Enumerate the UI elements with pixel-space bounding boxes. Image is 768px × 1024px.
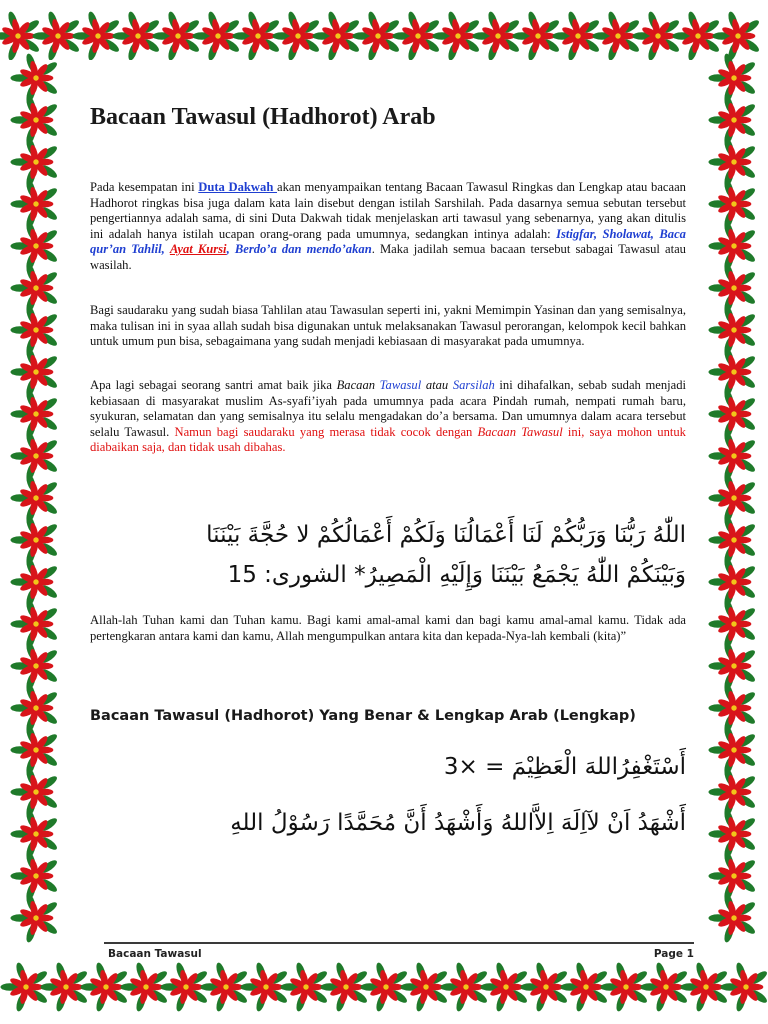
poinsettia-flower	[709, 725, 757, 776]
emphasis-ayat-kursi: Ayat Kursi	[169, 242, 227, 257]
poinsettia-flower	[11, 683, 59, 734]
italic-sarsilah: Sarsilah	[452, 378, 495, 392]
poinsettia-flower	[11, 893, 59, 944]
poinsettia-flower	[709, 95, 757, 146]
poinsettia-flower	[709, 599, 757, 650]
italic-atau: atau	[421, 378, 453, 392]
poinsettia-flower	[11, 263, 59, 314]
arabic-verse-line-1: اللّٰهُ رَبُّنَا وَرَبُّكُمْ لَنَا أَعْمَالُنَا وَلَكُمْ أَعْمَالُكُمْ لا حُجَّةَ بَيْنَنَا	[206, 522, 686, 548]
poinsettia-flower	[11, 389, 59, 440]
footer-title: Bacaan Tawasul	[108, 948, 202, 960]
poinsettia-flower	[11, 809, 59, 860]
poinsettia-border-top	[0, 0, 768, 60]
intro-text-3: . Maka jadilah semua bacaan tersebut sabagai Tawasul atau wasilah.	[90, 242, 686, 272]
poinsettia-flower	[709, 515, 757, 566]
intro-text-2: akan menyampaikan tentang Bacaan Tawasul Ringkas dan Lengkap atau bacaan Hadhorot ringkas bisa juga dalam kata lain disebut dengan istilah Sarshilah. Pada dasarnya semua sebutan tersebut pengertiannya adalah sama, di sini Duta Dakwah tidak menjelaskan arti tawasul yang sebenarnya, yang akan ditulis ini adalah hanya istilah ucapan orang-orang pada umumnya, sedangkan intinya adalah:	[90, 180, 686, 241]
poinsettia-flower	[709, 305, 757, 356]
poinsettia-flower	[709, 347, 757, 398]
poinsettia-flower	[11, 767, 59, 818]
intro-paragraph	[90, 180, 686, 274]
poinsettia-flower	[11, 515, 59, 566]
page-title: Bacaan Tawasul (Hadhorot) Arab	[90, 104, 436, 130]
poinsettia-flower	[709, 263, 757, 314]
red-note-italic: Bacaan Tawasul	[477, 424, 563, 439]
italic-tawasul: Tawasul	[379, 378, 422, 392]
arabic-syahadat: أَشْهَدُ اَنْ لآاِلَهَ اِلاَّاللهُ وَأَشْهَدُ أَنَّ مُحَمَّدًا رَسُوْلُ اللهِ	[230, 810, 686, 836]
santri-paragraph	[90, 378, 686, 456]
poinsettia-flower	[11, 95, 59, 146]
poinsettia-flower	[11, 851, 59, 902]
tahlilan-paragraph: Bagi saudaraku yang sudah biasa Tahlilan atau Tawasulan seperti ini, yakni Memimpin Yasinan dan yang semisalnya, maka tulisan ini in syaa allah sudah bisa digunakan untuk melaksanakan Tawasul perorangan, kelompok kecil bahkan untuk umum pun bisa, sebagaimana yang sudah menjadi kebiasaan di masyarakat pada umumnya.	[90, 303, 686, 349]
poinsettia-flower	[11, 641, 59, 692]
arabic-istighfar: أَسْتَغْفِرُاللهَ الْعَظِيْمَ = ×3	[443, 754, 686, 780]
poinsettia-flower	[709, 431, 757, 482]
duta-dakwah-link[interactable]: Duta Dakwah	[198, 180, 278, 194]
santri-text-2: ini dihafalkan, sebab sudah menjadi kebiasaan di masyarakat muslim As-syafi’iyah pada umumnya pada acara Pindah rumah, nempati rumah baru, syukuran, selamatan dan yang semisalnya itu selalu mengadakan do’a bersama. Dan umumnya dalam acara tersebut selalu Tawasul.	[90, 378, 687, 439]
poinsettia-flower	[709, 557, 757, 608]
poinsettia-flower	[11, 599, 59, 650]
poinsettia-flower	[11, 53, 59, 104]
poinsettia-flower	[11, 557, 59, 608]
intro-text-1: Pada kesempatan ini	[90, 180, 199, 194]
poinsettia-flower	[709, 851, 757, 902]
poinsettia-flower	[709, 179, 757, 230]
poinsettia-border-left	[0, 0, 64, 1024]
translation-paragraph: Allah-lah Tuhan kami dan Tuhan kamu. Bagi kami amal-amal kami dan bagi kamu amal-amal kamu. Tidak ada pertengkaran antara kami dan kamu, Allah mengumpulkan antara kita dan kepada-Nya-lah kembali (kita)”	[90, 613, 686, 643]
poinsettia-flower	[11, 305, 59, 356]
red-note-2: ini, saya mohon untuk diabaikan saja, dan tidak usah dibahas.	[90, 424, 686, 455]
poinsettia-flower	[709, 893, 757, 944]
poinsettia-flower	[709, 137, 757, 188]
red-note-1: Namun bagi saudaraku yang merasa tidak cocok dengan	[174, 424, 478, 439]
poinsettia-flower	[11, 431, 59, 482]
poinsettia-border-bottom	[0, 962, 768, 1024]
emphasis-berdoa: , Berdo’a dan mendo’akan	[226, 242, 372, 257]
poinsettia-flower	[11, 725, 59, 776]
poinsettia-flower	[11, 137, 59, 188]
santri-text-1: Apa lagi sebagai seorang santri amat baik jika	[90, 378, 337, 392]
poinsettia-border-right	[704, 0, 768, 1024]
poinsettia-flower	[709, 767, 757, 818]
poinsettia-flower	[709, 389, 757, 440]
poinsettia-flower	[709, 683, 757, 734]
italic-bacaan: Bacaan	[336, 378, 380, 392]
poinsettia-flower	[709, 473, 757, 524]
poinsettia-flower	[11, 347, 59, 398]
emphasis-istigfar: Istigfar, Sholawat, Baca qur’an Tahlil,	[90, 226, 686, 257]
section-subheading: Bacaan Tawasul (Hadhorot) Yang Benar & Lengkap Arab (Lengkap)	[90, 708, 636, 724]
poinsettia-flower	[709, 53, 757, 104]
footer-divider	[104, 942, 694, 944]
poinsettia-flower	[11, 473, 59, 524]
poinsettia-flower	[709, 809, 757, 860]
arabic-verse-line-2: وَبَيْنَكُمْ اللّٰهُ يَجْمَعُ بَيْنَنَا وَإِلَيْهِ الْمَصِيرُ* الشورى: 15	[227, 562, 686, 588]
poinsettia-flower	[11, 179, 59, 230]
poinsettia-flower	[11, 221, 59, 272]
poinsettia-flower	[709, 641, 757, 692]
page-number: Page 1	[653, 948, 694, 960]
poinsettia-flower	[709, 221, 757, 272]
